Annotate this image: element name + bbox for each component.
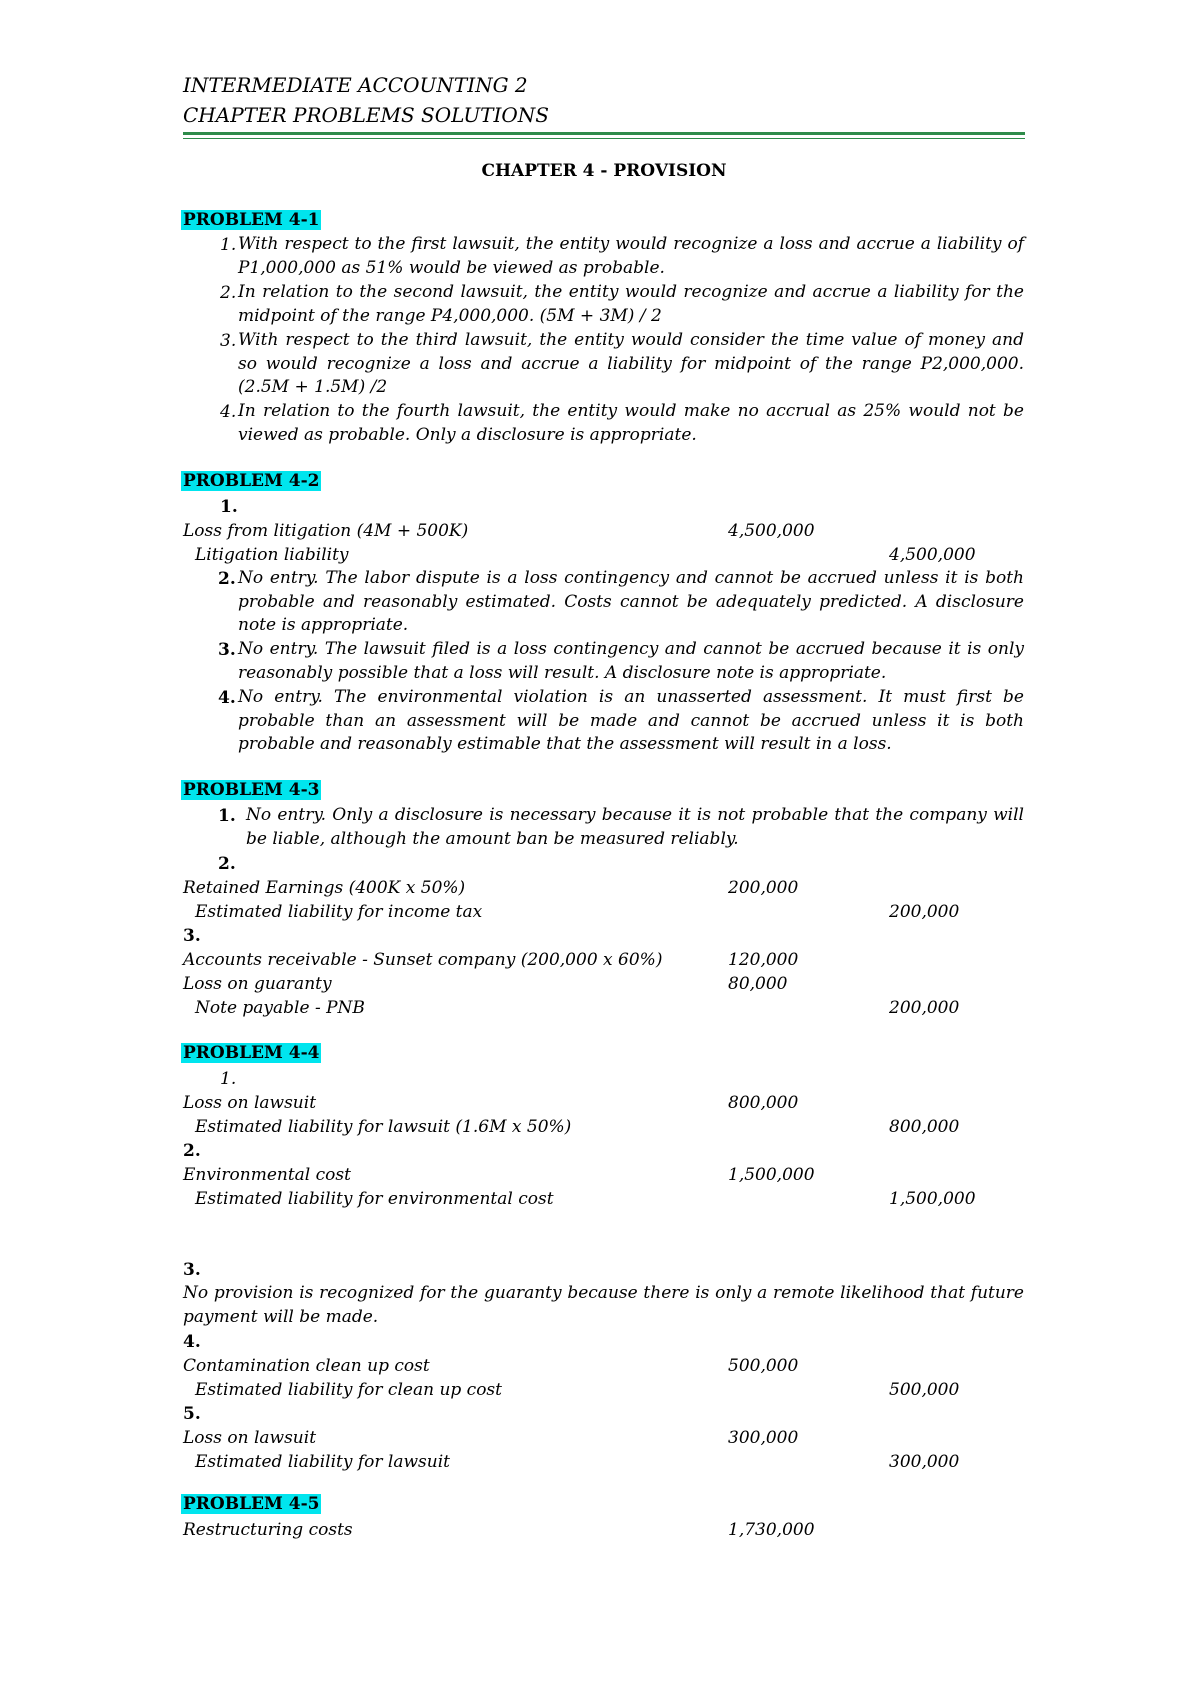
p42-n1: 1. — [220, 497, 238, 517]
p42-item-2-text: No entry. The labor dispute is a loss contingency and cannot be accrued unless it is both probable and reasonably estimated. Costs cannot be adequately predicted. A disclosure note is appropriate. — [238, 568, 1024, 635]
p44-e5-credit: Estimated liability for lawsuit — [195, 1452, 450, 1472]
p42-item-4-text: No entry. The environmental violation is an unasserted assessment. It must first be probable than an assessment will be made and cannot be accrued unless it is both probable and reasonably estimable that the assessment will result in a loss. — [238, 687, 1024, 754]
p43-item-1-num: 1. — [218, 806, 236, 826]
p41-item-4-num: 4. — [220, 402, 237, 422]
p41-item-4-text: In relation to the fourth lawsuit, the entity would make no accrual as 25% would not be viewed as probable. Only a disclosure is appropriate. — [238, 401, 1024, 445]
p41-item-2-num: 2. — [220, 283, 237, 303]
problem-4-4-heading — [181, 1043, 321, 1063]
p45-e1-debit-amt: 1,730,000 — [728, 1520, 815, 1540]
p43-e3-credit: Note payable - PNB — [195, 998, 365, 1018]
p44-e1-debit: Loss on lawsuit — [183, 1093, 317, 1113]
p43-n2: 2. — [218, 854, 236, 874]
p44-e1-credit: Estimated liability for lawsuit (1.6M x 50%) — [195, 1117, 572, 1137]
p44-n2: 2. — [183, 1141, 201, 1161]
header-rule-thick — [183, 132, 1025, 135]
p44-n4: 4. — [183, 1332, 201, 1352]
p43-n3: 3. — [183, 926, 201, 946]
p44-n3: 3. — [183, 1260, 201, 1280]
p42-item-4-num: 4. — [218, 688, 236, 708]
p43-e3-debit1: Accounts receivable - Sunset company (200,000 x 60%) — [183, 950, 663, 970]
p45-e1-debit: Restructuring costs — [183, 1520, 353, 1540]
p44-e2-debit: Environmental cost — [183, 1165, 351, 1185]
p44-e2-credit: Estimated liability for environmental cost — [195, 1189, 554, 1209]
heading-text: PROBLEM 4-1 — [183, 210, 320, 230]
p43-e2-credit: Estimated liability for income tax — [195, 902, 483, 922]
p42-item-3-num: 3. — [218, 640, 236, 660]
p41-item-1-num: 1. — [220, 235, 237, 255]
p41-item-3-num: 3. — [220, 331, 237, 351]
p44-e4-debit: Contamination clean up cost — [183, 1356, 430, 1376]
p44-e2-debit-amt: 1,500,000 — [728, 1165, 815, 1185]
p43-e3-credit-amt: 200,000 — [889, 998, 960, 1018]
p44-e2-credit-amt: 1,500,000 — [889, 1189, 976, 1209]
p43-e3-debit2: Loss on guaranty — [183, 974, 332, 994]
p44-e1-credit-amt: 800,000 — [889, 1117, 960, 1137]
p43-e3-debit2-amt: 80,000 — [728, 974, 788, 994]
p44-n1: 1. — [220, 1069, 237, 1089]
p42-e1-debit-amt: 4,500,000 — [728, 521, 815, 541]
p42-item-3-text: No entry. The lawsuit filed is a loss contingency and cannot be accrued because it is only reasonably possible that a loss will result. A disclosure note is appropriate. — [238, 639, 1024, 683]
heading-text: PROBLEM 4-2 — [183, 471, 320, 491]
p44-note3: No provision is recognized for the guaranty because there is only a remote likelihood that future payment will be made. — [183, 1283, 1024, 1327]
problem-4-5-heading — [181, 1494, 321, 1514]
p44-e5-debit: Loss on lawsuit — [183, 1428, 317, 1448]
problem-4-3-heading — [181, 780, 321, 800]
p43-item-1-text: No entry. Only a disclosure is necessary because it is not probable that the company will be liable, although the amount ban be measured reliably. — [246, 805, 1024, 849]
p44-e5-credit-amt: 300,000 — [889, 1452, 960, 1472]
p42-e1-credit: Litigation liability — [195, 545, 349, 565]
p42-e1-credit-amt: 4,500,000 — [889, 545, 976, 565]
p44-e1-debit-amt: 800,000 — [728, 1093, 799, 1113]
p44-e4-credit-amt: 500,000 — [889, 1380, 960, 1400]
heading-text: PROBLEM 4-3 — [183, 780, 320, 800]
header-line1: INTERMEDIATE ACCOUNTING 2 — [183, 73, 528, 97]
p44-n5: 5. — [183, 1404, 201, 1424]
p42-item-2-num: 2. — [218, 569, 236, 589]
p43-e2-debit: Retained Earnings (400K x 50%) — [183, 878, 466, 898]
chapter-title: CHAPTER 4 - PROVISION — [481, 161, 727, 181]
p43-e2-debit-amt: 200,000 — [728, 878, 799, 898]
p43-e3-debit1-amt: 120,000 — [728, 950, 799, 970]
heading-text: PROBLEM 4-4 — [183, 1043, 320, 1063]
header-rule-thin — [183, 138, 1025, 139]
header-line2: CHAPTER PROBLEMS SOLUTIONS — [183, 103, 550, 127]
heading-text: PROBLEM 4-5 — [183, 1494, 320, 1514]
p44-e5-debit-amt: 300,000 — [728, 1428, 799, 1448]
p41-item-3-text: With respect to the third lawsuit, the entity would consider the time value of money and so would recognize a loss and accrue a liability for midpoint of the range P2,000,000. (2.5M + 1.5M) /2 — [238, 330, 1024, 397]
p44-e4-debit-amt: 500,000 — [728, 1356, 799, 1376]
p41-item-1-text: With respect to the first lawsuit, the entity would recognize a loss and accrue a liability of P1,000,000 as 51% would be viewed as probable. — [238, 234, 1024, 278]
p44-e4-credit: Estimated liability for clean up cost — [195, 1380, 502, 1400]
problem-4-1-heading — [181, 210, 321, 230]
p41-item-2-text: In relation to the second lawsuit, the entity would recognize and accrue a liability for the midpoint of the range P4,000,000. (5M + 3M) / 2 — [238, 282, 1024, 326]
problem-4-2-heading — [181, 471, 321, 491]
p43-e2-credit-amt: 200,000 — [889, 902, 960, 922]
p42-e1-debit: Loss from litigation (4M + 500K) — [183, 521, 469, 541]
